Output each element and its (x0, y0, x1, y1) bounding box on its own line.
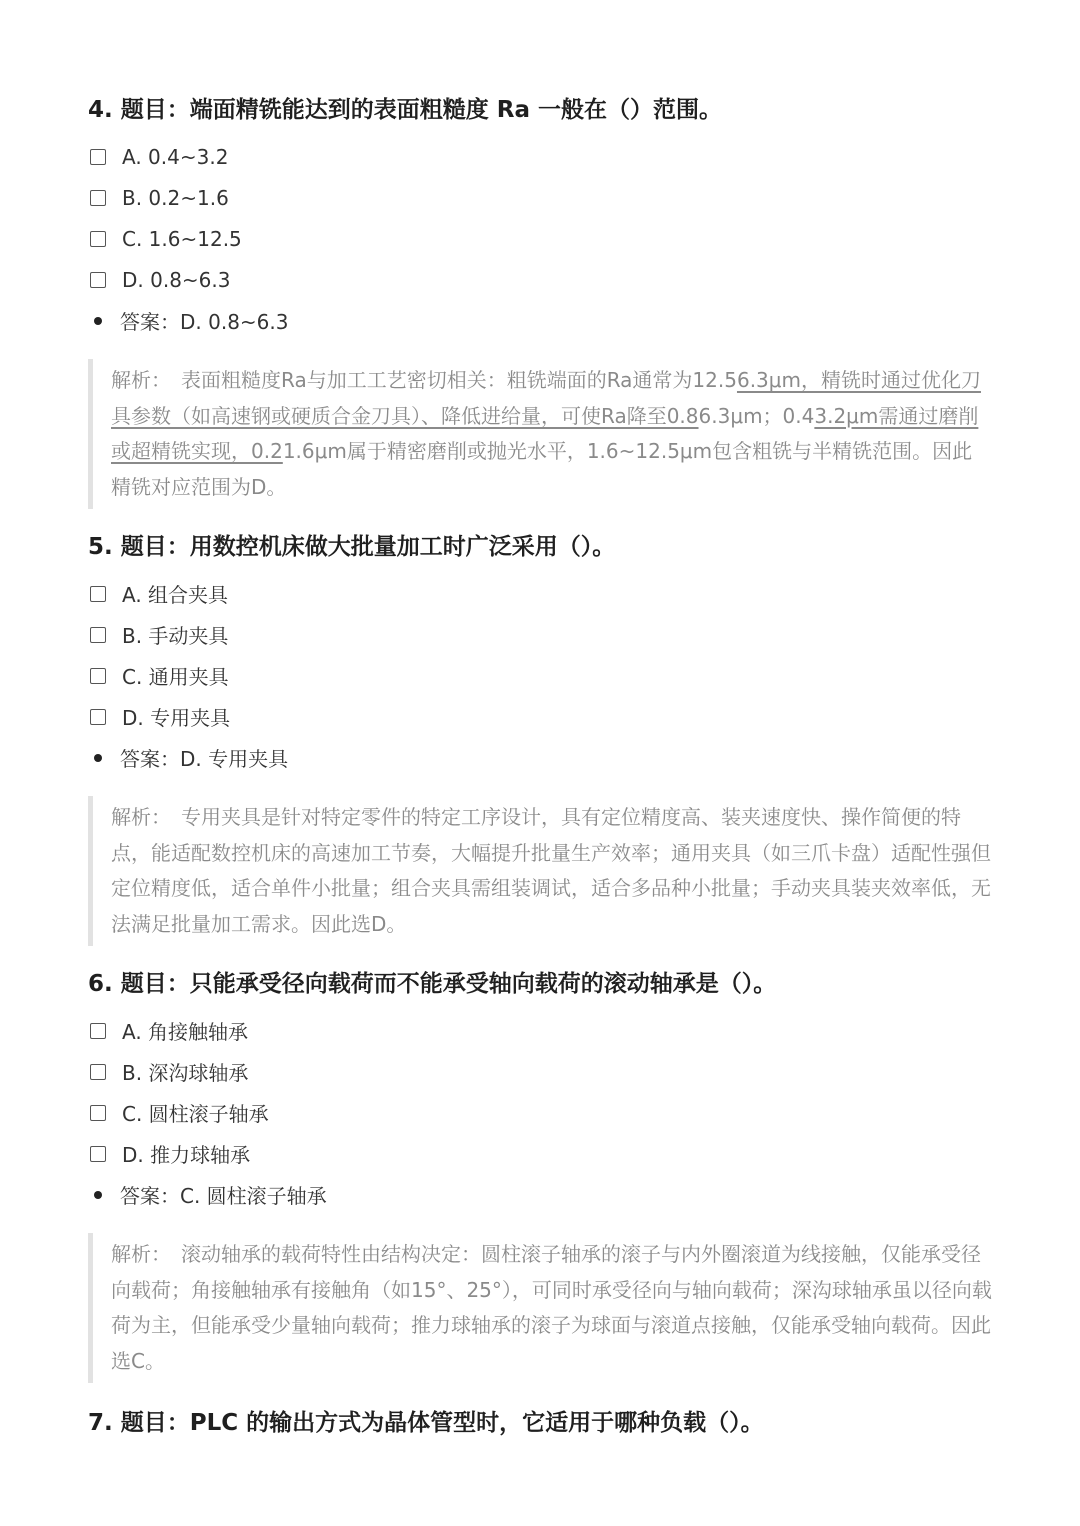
option-b[interactable] (88, 1051, 992, 1092)
answer-line (88, 300, 992, 341)
checkbox-icon[interactable] (90, 1146, 106, 1162)
analysis-text-underlined-1: 6.3μm，精铣时通过优化刀具参数（如高速钢或硬质合金刀具）、降低进给量，可使Ra降至0.8 (111, 368, 981, 428)
option-a[interactable] (88, 136, 992, 177)
analysis-label: 解析： (111, 1242, 171, 1266)
option-label: B. 深沟球轴承 (122, 1061, 249, 1085)
checkbox-icon[interactable] (90, 1064, 106, 1080)
analysis-text-2: 6.3μm；0.4 (698, 403, 815, 428)
option-c[interactable] (88, 218, 992, 259)
option-b[interactable] (88, 177, 992, 218)
answer-text: 答案：C. 圆柱滚子轴承 (120, 1184, 327, 1208)
answer-line (88, 737, 992, 778)
question-6 (88, 962, 992, 1383)
checkbox-icon[interactable] (90, 586, 106, 602)
document-page (88, 88, 992, 1449)
analysis-block (88, 796, 992, 946)
option-d[interactable] (88, 1133, 992, 1174)
option-label: A. 0.4~3.2 (122, 144, 229, 169)
analysis-text: 专用夹具是针对特定零件的特定工序设计，具有定位精度高、装夹速度快、操作简便的特点，能适配数控机床的高速加工节奏，大幅提升批量生产效率；通用夹具（如三爪卡盘）适配性强但定位精度低，适合单件小批量；组合夹具需组装调试，适合多品种小批量；手动夹具装夹效率低，无法满足批量加工需求。因此选D。 (111, 805, 991, 936)
analysis-block (88, 359, 992, 509)
checkbox-icon[interactable] (90, 1023, 106, 1039)
question-4 (88, 88, 992, 509)
question-7 (88, 1401, 992, 1445)
checkbox-icon[interactable] (90, 231, 106, 247)
question-title: 7. 题目：PLC 的输出方式为晶体管型时，它适用于哪种负载（）。 (88, 1410, 764, 1436)
analysis-text-3: 1.6μm属于精密磨削或抛光水平，1.6~12.5μm包含粗铣与半精铣范围。因此精铣对应范围为D。 (111, 439, 973, 499)
bullet-icon (94, 317, 102, 325)
option-c[interactable] (88, 655, 992, 696)
option-label: B. 0.2~1.6 (122, 185, 229, 210)
option-a[interactable] (88, 573, 992, 614)
question-title: 6. 题目：只能承受径向载荷而不能承受轴向载荷的滚动轴承是（）。 (88, 971, 777, 997)
checkbox-icon[interactable] (90, 190, 106, 206)
answer-text: 答案：D. 专用夹具 (120, 747, 289, 771)
option-d[interactable] (88, 696, 992, 737)
answer-line (88, 1174, 992, 1215)
option-label: C. 通用夹具 (122, 665, 229, 689)
checkbox-icon[interactable] (90, 668, 106, 684)
option-list (88, 1010, 992, 1174)
checkbox-icon[interactable] (90, 709, 106, 725)
option-label: C. 1.6~12.5 (122, 226, 242, 251)
analysis-label: 解析： (111, 368, 171, 392)
option-d[interactable] (88, 259, 992, 300)
question-5 (88, 525, 992, 946)
analysis-text-underlined-2: 3.2μm需通过磨削或超精铣实现，0.2 (111, 403, 979, 463)
question-title: 5. 题目：用数控机床做大批量加工时广泛采用（）。 (88, 534, 616, 560)
bullet-icon (94, 1191, 102, 1199)
analysis-text-1: 表面粗糙度Ra与加工工艺密切相关：粗铣端面的Ra通常为12.5 (181, 368, 737, 392)
question-title: 4. 题目：端面精铣能达到的表面粗糙度 Ra 一般在（）范围。 (88, 97, 722, 123)
answer-text: 答案：D. 0.8~6.3 (120, 310, 289, 334)
option-label: C. 圆柱滚子轴承 (122, 1102, 269, 1126)
option-c[interactable] (88, 1092, 992, 1133)
bullet-icon (94, 754, 102, 762)
checkbox-icon[interactable] (90, 149, 106, 165)
option-list (88, 136, 992, 300)
analysis-label: 解析： (111, 805, 171, 829)
checkbox-icon[interactable] (90, 627, 106, 643)
option-label: D. 专用夹具 (122, 706, 231, 730)
option-label: D. 0.8~6.3 (122, 267, 231, 292)
option-label: D. 推力球轴承 (122, 1143, 251, 1167)
option-list (88, 573, 992, 737)
checkbox-icon[interactable] (90, 272, 106, 288)
option-b[interactable] (88, 614, 992, 655)
option-label: A. 组合夹具 (122, 583, 229, 607)
option-label: B. 手动夹具 (122, 624, 229, 648)
analysis-text: 滚动轴承的载荷特性由结构决定：圆柱滚子轴承的滚子与内外圈滚道为线接触，仅能承受径向载荷；角接触轴承有接触角（如15°、25°），可同时承受径向与轴向载荷；深沟球轴承虽以径向载荷为主，但能承受少量轴向载荷；推力球轴承的滚子为球面与滚道点接触，仅能承受轴向载荷。因此选C。 (111, 1242, 992, 1373)
analysis-block (88, 1233, 992, 1383)
option-a[interactable] (88, 1010, 992, 1051)
option-label: A. 角接触轴承 (122, 1020, 249, 1044)
checkbox-icon[interactable] (90, 1105, 106, 1121)
